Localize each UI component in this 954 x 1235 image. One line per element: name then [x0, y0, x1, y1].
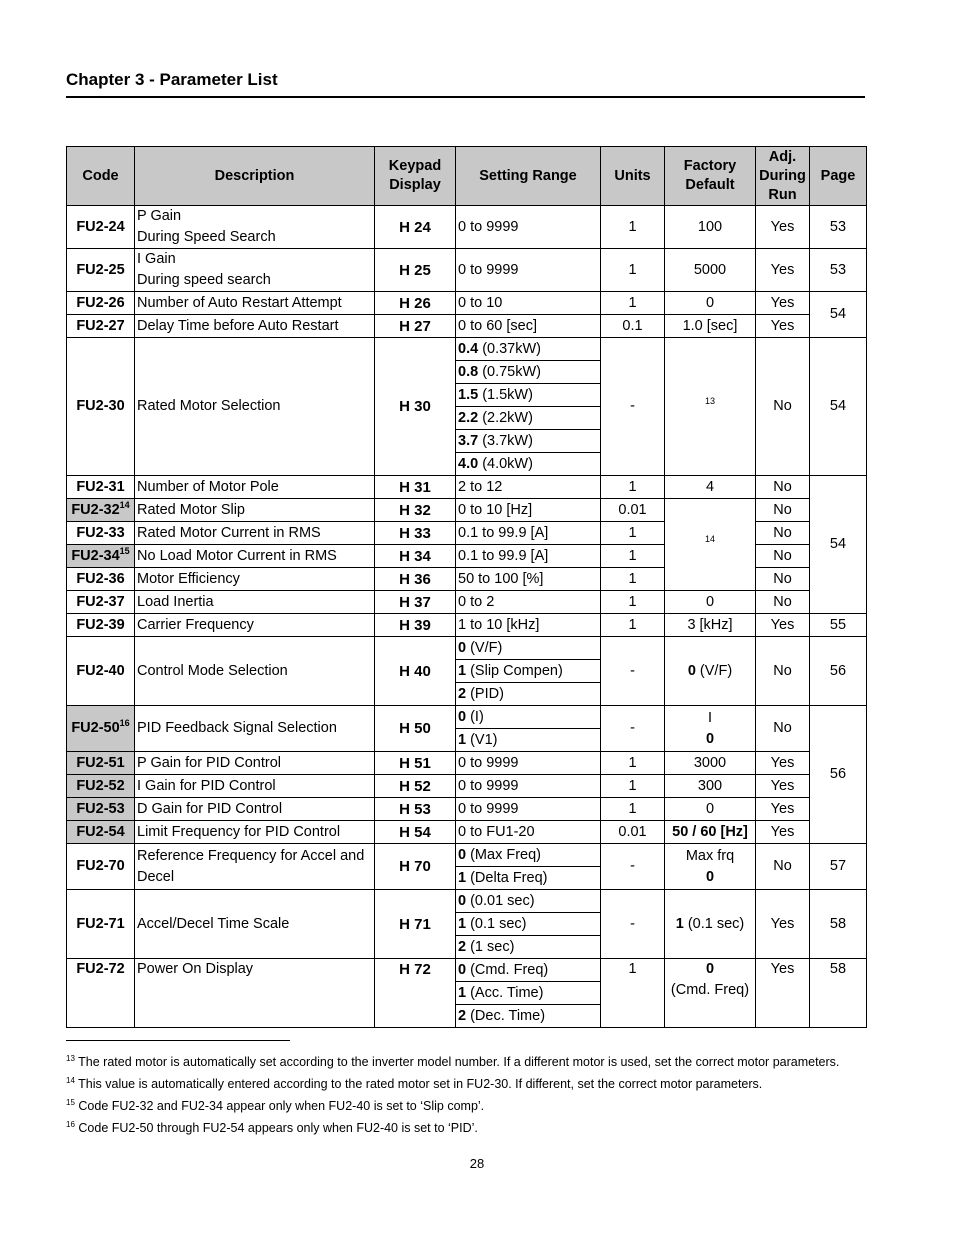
cell-default: 0: [665, 591, 756, 614]
footnote-ref: 14: [119, 499, 130, 510]
cell-range: 0 to 9999: [456, 752, 601, 775]
parameter-table: [66, 146, 867, 1028]
cell-description: Rated Motor Current in RMS: [135, 522, 375, 545]
range-option: 1 (Delta Freq): [458, 870, 548, 886]
cell-description: [135, 206, 375, 249]
desc-line: I Gain: [137, 251, 176, 267]
range-option: 2 (Dec. Time): [458, 1008, 546, 1024]
page-number: 28: [469, 1156, 485, 1171]
cell-range: 0 to 2: [456, 591, 601, 614]
cell-adj: Yes: [756, 798, 810, 821]
cell-adj: No: [756, 706, 810, 752]
cell-range: 1 to 10 [kHz]: [456, 614, 601, 637]
cell-description: Load Inertia: [135, 591, 375, 614]
table-row: [67, 338, 867, 476]
cell-default: 100: [665, 206, 756, 249]
table-row: [67, 821, 867, 844]
cell-units: 0.01: [601, 821, 665, 844]
cell-units: 1: [601, 798, 665, 821]
table-row: [67, 637, 867, 706]
cell-adj: Yes: [756, 959, 810, 1028]
cell-adj: Yes: [756, 775, 810, 798]
table-row: [67, 591, 867, 614]
cell-adj: Yes: [756, 206, 810, 249]
cell-default: I 0: [665, 706, 756, 752]
cell-units: 1: [601, 249, 665, 292]
cell-description: I Gain for PID Control: [135, 775, 375, 798]
table-row: [67, 614, 867, 637]
cell-range: 0 to 9999: [456, 775, 601, 798]
range-option: 0 (0.01 sec): [456, 890, 600, 913]
cell-description: Number of Motor Pole: [135, 476, 375, 499]
cell-code: FU2-31: [67, 476, 135, 499]
cell-range: 0 to 10 [Hz]: [456, 499, 601, 522]
cell-code: $FU2-50^{16}$: [67, 706, 135, 752]
range-option: 1.5 (1.5kW): [456, 384, 600, 407]
cell-keypad: H 27: [375, 315, 456, 338]
cell-keypad: H 36: [375, 568, 456, 591]
cell-units: -: [601, 338, 665, 476]
col-header-units: Units: [601, 147, 665, 206]
cell-adj: Yes: [756, 752, 810, 775]
cell-units: 1: [601, 476, 665, 499]
desc-line: P Gain: [137, 208, 182, 224]
table-header-row: [67, 147, 867, 206]
cell-keypad: H 24: [375, 206, 456, 249]
cell-code: FU2-36: [67, 568, 135, 591]
table-row: [67, 752, 867, 775]
table-row: [67, 315, 867, 338]
col-header-range: Setting Range: [456, 147, 601, 206]
cell-default: 0: [665, 292, 756, 315]
cell-adj: Yes: [756, 249, 810, 292]
cell-units: 1: [601, 292, 665, 315]
cell-default: [665, 338, 756, 476]
cell-adj: No: [756, 499, 810, 522]
cell-units: 1: [601, 568, 665, 591]
range-option: 0 (Max Freq): [456, 844, 600, 867]
cell-adj: Yes: [756, 315, 810, 338]
cell-default: 1.0 [sec]: [665, 315, 756, 338]
cell-range: 2 to 12: [456, 476, 601, 499]
range-option: 0.4 (0.37kW): [456, 338, 600, 361]
cell-page: 56: [810, 706, 867, 844]
cell-adj: No: [756, 545, 810, 568]
table-row: [67, 706, 867, 752]
cell-code: FU2-27: [67, 315, 135, 338]
cell-code: FU2-33: [67, 522, 135, 545]
cell-units: -: [601, 706, 665, 752]
cell-keypad: H 71: [375, 890, 456, 959]
cell-range: [456, 890, 601, 959]
cell-code: FU2-53: [67, 798, 135, 821]
cell-range: 0 to 9999: [456, 249, 601, 292]
cell-keypad: H 34: [375, 545, 456, 568]
cell-page: 58: [810, 890, 867, 959]
cell-adj: Yes: [756, 821, 810, 844]
chapter-title: Chapter 3 - Parameter List: [66, 70, 278, 89]
cell-description: Rated Motor Selection: [135, 338, 375, 476]
footnote-ref: 15: [119, 545, 130, 556]
cell-description: [135, 249, 375, 292]
table-row: [67, 844, 867, 890]
table-row: [67, 798, 867, 821]
desc-line: During speed search: [137, 272, 271, 288]
cell-description: Delay Time before Auto Restart: [135, 315, 375, 338]
footnote-ref: 14: [704, 534, 715, 545]
col-header-default: Factory Default: [665, 147, 756, 206]
table-row: [67, 249, 867, 292]
range-option: 0 (V/F): [456, 637, 600, 660]
table-row: [67, 476, 867, 499]
cell-code: FU2-40: [67, 637, 135, 706]
cell-units: 1: [601, 775, 665, 798]
cell-units: 0.1: [601, 315, 665, 338]
cell-description: Reference Frequency for Accel and Decel: [135, 844, 375, 890]
range-option: 2 (1 sec): [458, 939, 515, 955]
cell-code: FU2-26: [67, 292, 135, 315]
cell-code: FU2-54: [67, 821, 135, 844]
cell-range: [456, 959, 601, 1028]
cell-adj: No: [756, 476, 810, 499]
table-row: [67, 775, 867, 798]
cell-range: [456, 844, 601, 890]
cell-page: 53: [810, 206, 867, 249]
cell-units: -: [601, 637, 665, 706]
cell-range: 0 to 60 [sec]: [456, 315, 601, 338]
cell-default: 4: [665, 476, 756, 499]
range-option: 0 (Cmd. Freq): [456, 959, 600, 982]
range-option: 1 (Acc. Time): [456, 982, 600, 1005]
cell-range: [456, 637, 601, 706]
cell-description: Limit Frequency for PID Control: [135, 821, 375, 844]
range-option: 1 (0.1 sec): [456, 913, 600, 936]
cell-keypad: H 37: [375, 591, 456, 614]
cell-code: FU2-71: [67, 890, 135, 959]
range-option: 4.0 (4.0kW): [458, 456, 533, 472]
cell-code: FU2-37: [67, 591, 135, 614]
cell-description: No Load Motor Current in RMS: [135, 545, 375, 568]
cell-adj: No: [756, 568, 810, 591]
cell-default: 0 (V/F): [665, 637, 756, 706]
cell-range: 0 to 10: [456, 292, 601, 315]
cell-keypad: H 25: [375, 249, 456, 292]
range-option: 2.2 (2.2kW): [456, 407, 600, 430]
cell-range: 0 to 9999: [456, 798, 601, 821]
cell-units: 1: [601, 959, 665, 1028]
cell-keypad: H 50: [375, 706, 456, 752]
col-header-keypad: Keypad Display: [375, 147, 456, 206]
cell-description: D Gain for PID Control: [135, 798, 375, 821]
footnote: $^{16}$ Code FU2-50 through FU2-54 appears only when FU2-40 is set to ‘PID’.: [66, 1119, 478, 1135]
cell-units: 1: [601, 522, 665, 545]
cell-keypad: H 51: [375, 752, 456, 775]
cell-default: 3 [kHz]: [665, 614, 756, 637]
cell-adj: Yes: [756, 614, 810, 637]
cell-keypad: H 26: [375, 292, 456, 315]
footnote: $^{15}$ Code FU2-32 and FU2-34 appear only when FU2-40 is set to ‘Slip comp’.: [66, 1097, 485, 1113]
cell-units: 1: [601, 545, 665, 568]
cell-adj: No: [756, 522, 810, 545]
table-row: [67, 206, 867, 249]
cell-page: 54: [810, 292, 867, 338]
desc-line: During Speed Search: [137, 229, 276, 245]
cell-units: -: [601, 890, 665, 959]
footnote-ref: 16: [119, 718, 130, 729]
cell-range: 0.1 to 99.9 [A]: [456, 522, 601, 545]
range-option: 0.8 (0.75kW): [456, 361, 600, 384]
cell-adj: No: [756, 637, 810, 706]
cell-code: FU2-51: [67, 752, 135, 775]
range-option: 1 (V1): [458, 732, 498, 748]
footnote-ref: 13: [704, 396, 715, 407]
cell-range: [456, 706, 601, 752]
cell-keypad: H 52: [375, 775, 456, 798]
cell-page: 56: [810, 637, 867, 706]
cell-code: FU2-25: [67, 249, 135, 292]
cell-code: FU2-39: [67, 614, 135, 637]
col-header-description: Description: [135, 147, 375, 206]
cell-default: 50 / 60 [Hz]: [665, 821, 756, 844]
cell-adj: No: [756, 338, 810, 476]
footnote: $^{14}$ This value is automatically entered according to the rated motor set in FU2-30. If different, set the correct motor parameters.: [66, 1075, 763, 1091]
cell-keypad: H 70: [375, 844, 456, 890]
cell-description: Accel/Decel Time Scale: [135, 890, 375, 959]
footnote-rule: [66, 1040, 290, 1041]
cell-default: 0 (Cmd. Freq): [665, 959, 756, 1028]
cell-code: FU2-70: [67, 844, 135, 890]
cell-default: 5000: [665, 249, 756, 292]
cell-units: 1: [601, 591, 665, 614]
cell-keypad: H 32: [375, 499, 456, 522]
table-row: [67, 959, 867, 1028]
cell-keypad: H 31: [375, 476, 456, 499]
cell-default: 3000: [665, 752, 756, 775]
col-header-adj: Adj. During Run: [756, 147, 810, 206]
cell-description: P Gain for PID Control: [135, 752, 375, 775]
cell-page: 54: [810, 338, 867, 476]
cell-page: 53: [810, 249, 867, 292]
table-row: [67, 890, 867, 959]
col-header-page: Page: [810, 147, 867, 206]
cell-adj: Yes: [756, 292, 810, 315]
cell-code: $FU2-32^{14}$: [67, 499, 135, 522]
cell-keypad: H 33: [375, 522, 456, 545]
cell-page: 55: [810, 614, 867, 637]
cell-code: FU2-24: [67, 206, 135, 249]
col-header-code: Code: [67, 147, 135, 206]
cell-default: 1 (0.1 sec): [665, 890, 756, 959]
cell-range: 50 to 100 [%]: [456, 568, 601, 591]
cell-units: 0.01: [601, 499, 665, 522]
cell-code: FU2-30: [67, 338, 135, 476]
table-row: [67, 292, 867, 315]
cell-keypad: H 39: [375, 614, 456, 637]
footnote: $^{13}$ The rated motor is automatically set according to the inverter model number. If a different motor is used, set the correct motor parameters.: [66, 1053, 840, 1069]
cell-code: FU2-72: [67, 959, 135, 1028]
cell-description: Number of Auto Restart Attempt: [135, 292, 375, 315]
cell-description: Control Mode Selection: [135, 637, 375, 706]
range-option: 3.7 (3.7kW): [456, 430, 600, 453]
cell-description: PID Feedback Signal Selection: [135, 706, 375, 752]
cell-default: Max frq 0: [665, 844, 756, 890]
header-rule: [66, 96, 865, 98]
table-row: [67, 499, 867, 522]
cell-keypad: H 53: [375, 798, 456, 821]
cell-description: Carrier Frequency: [135, 614, 375, 637]
cell-units: 1: [601, 614, 665, 637]
cell-default: 0: [665, 798, 756, 821]
cell-description: Power On Display: [135, 959, 375, 1028]
range-option: 2 (PID): [458, 686, 504, 702]
cell-code: FU2-52: [67, 775, 135, 798]
cell-page: 57: [810, 844, 867, 890]
cell-range: 0 to FU1-20: [456, 821, 601, 844]
cell-units: 1: [601, 752, 665, 775]
cell-keypad: H 30: [375, 338, 456, 476]
cell-default: 300: [665, 775, 756, 798]
cell-code: $FU2-34^{15}$: [67, 545, 135, 568]
cell-keypad: H 54: [375, 821, 456, 844]
cell-description: Motor Efficiency: [135, 568, 375, 591]
cell-keypad: H 72: [375, 959, 456, 1028]
range-option: 0 (I): [456, 706, 600, 729]
cell-range: 0.1 to 99.9 [A]: [456, 545, 601, 568]
cell-description: Rated Motor Slip: [135, 499, 375, 522]
cell-default: [665, 499, 756, 591]
cell-units: -: [601, 844, 665, 890]
range-option: 1 (Slip Compen): [456, 660, 600, 683]
cell-page: 54: [810, 476, 867, 614]
cell-range: [456, 338, 601, 476]
cell-adj: Yes: [756, 890, 810, 959]
cell-keypad: H 40: [375, 637, 456, 706]
cell-page: 58: [810, 959, 867, 1028]
cell-adj: No: [756, 591, 810, 614]
cell-adj: No: [756, 844, 810, 890]
cell-range: 0 to 9999: [456, 206, 601, 249]
cell-units: 1: [601, 206, 665, 249]
